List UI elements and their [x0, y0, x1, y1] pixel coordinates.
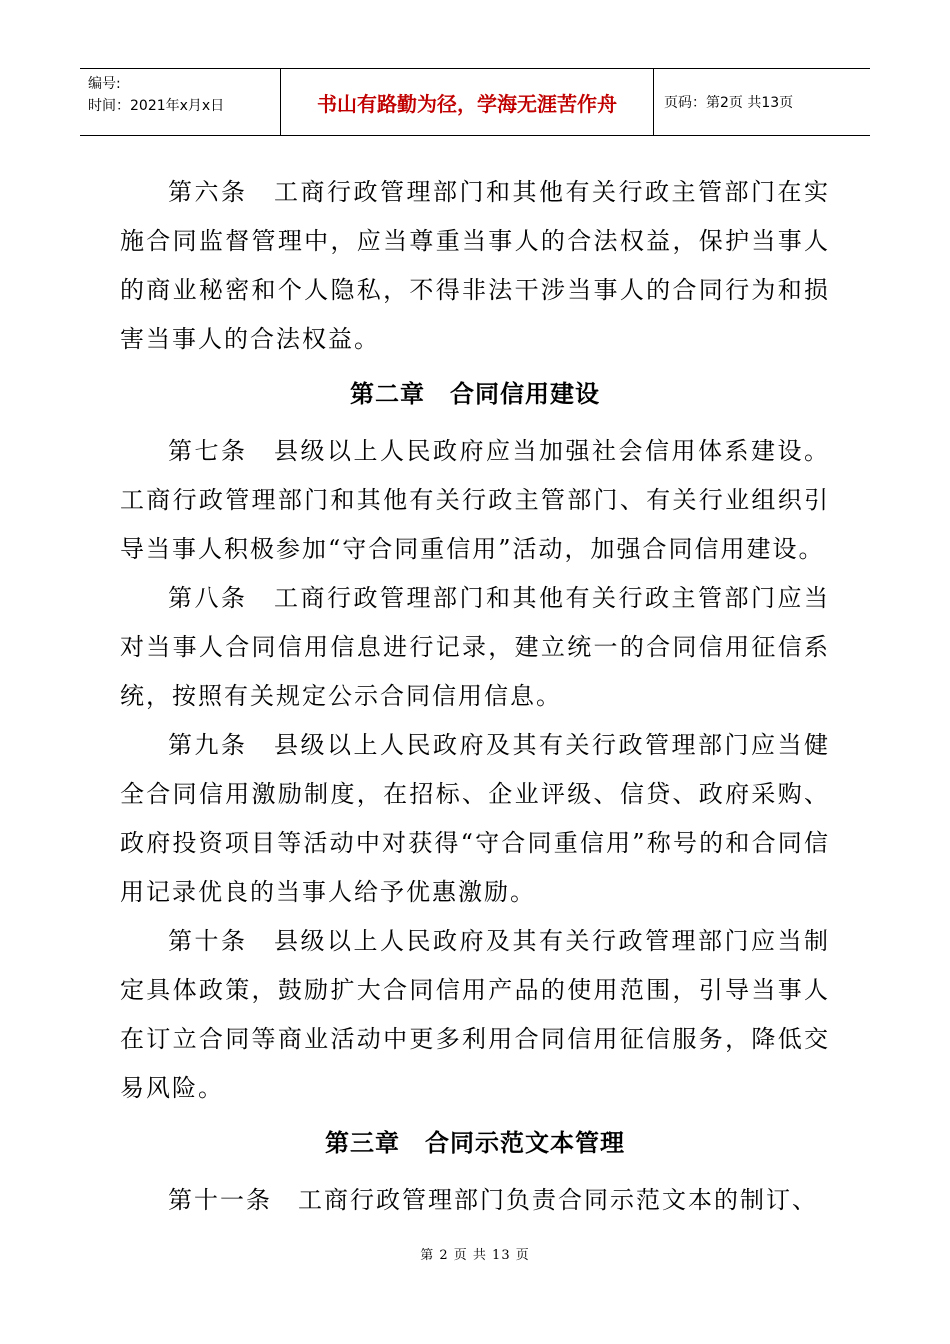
- page-header: [80, 68, 870, 136]
- document-body: [120, 168, 830, 1225]
- header-page-info: 页码：第2页 共13页: [664, 95, 794, 111]
- article-11: 第十一条 工商行政管理部门负责合同示范文本的制订、: [168, 1186, 818, 1214]
- article-10: 第十条 县级以上人民政府及其有关行政管理部门应当制定具体政策，鼓励扩大合同信用产品的使用范围，引导当事人在订立合同等商业活动中更多利用合同信用征信服务，降低交易风险。: [120, 927, 830, 1102]
- page-footer: 第 2 页 共 13 页: [420, 1248, 530, 1263]
- chapter-2-title: 第二章 合同信用建设: [350, 380, 600, 408]
- article-6: 第六条 工商行政管理部门和其他有关行政主管部门在实施合同监督管理中，应当尊重当事人的合法权益，保护当事人的商业秘密和个人隐私，不得非法干涉当事人的合同行为和损害当事人的合法权益。: [120, 178, 830, 353]
- header-motto: 书山有路勤为径，学海无涯苦作舟: [280, 69, 654, 135]
- header-meta: [80, 69, 280, 135]
- document-number-label: 编号:: [88, 76, 121, 92]
- article-8: 第八条 工商行政管理部门和其他有关行政主管部门应当对当事人合同信用信息进行记录，建立统一的合同信用征信系统，按照有关规定公示合同信用信息。: [120, 584, 830, 710]
- document-time-label: 时间：2021年x月x日: [88, 98, 225, 114]
- article-9: 第九条 县级以上人民政府及其有关行政管理部门应当健全合同信用激励制度，在招标、企业评级、信贷、政府采购、政府投资项目等活动中对获得“守合同重信用”称号的和合同信用记录优良的当事人给予优惠激励。: [120, 731, 830, 906]
- chapter-3-title: 第三章 合同示范文本管理: [325, 1129, 625, 1157]
- article-7: 第七条 县级以上人民政府应当加强社会信用体系建设。工商行政管理部门和其他有关行政主管部门、有关行业组织引导当事人积极参加“守合同重信用”活动，加强合同信用建设。: [120, 437, 830, 563]
